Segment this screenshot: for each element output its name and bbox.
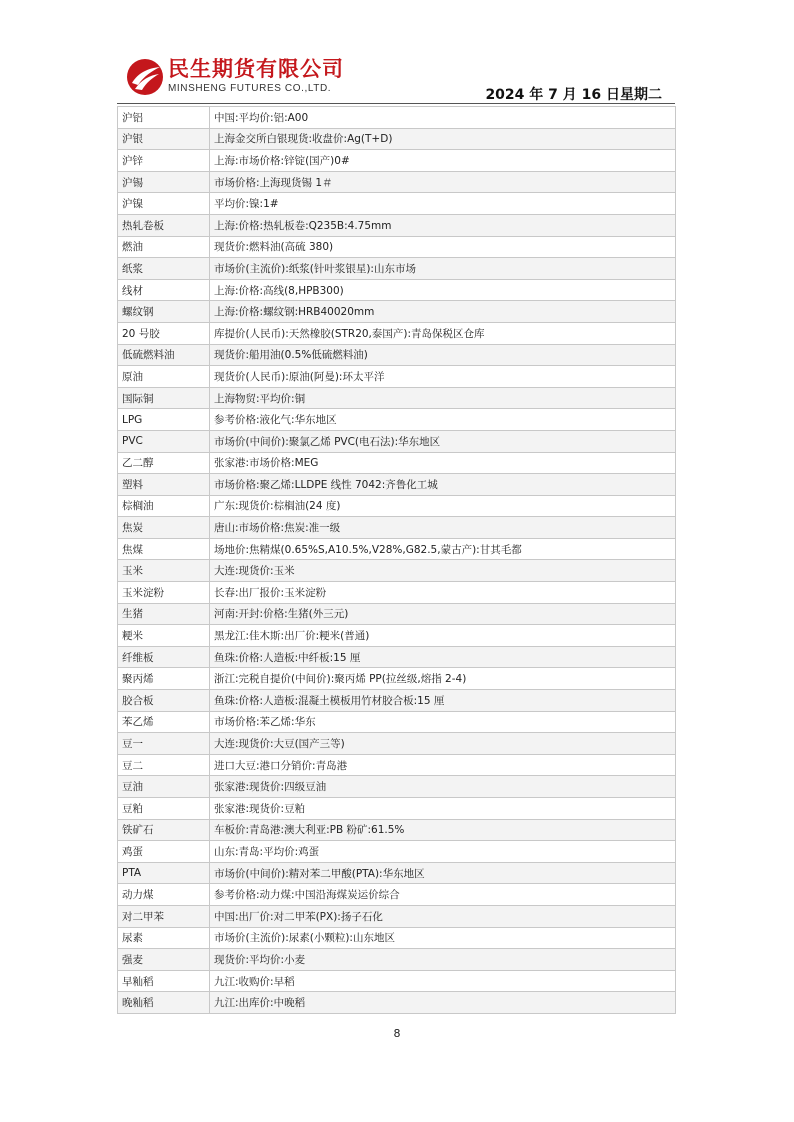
price-source-cell: 市场价(中间价):精对苯二甲酸(PTA):华东地区 (210, 862, 676, 884)
table-row (118, 107, 676, 129)
commodity-name-cell: 塑料 (118, 474, 210, 496)
table-row (118, 279, 676, 301)
minsheng-swoosh-logo-icon (126, 58, 164, 96)
table-row (118, 927, 676, 949)
commodity-name-cell: 豆粕 (118, 798, 210, 820)
table-row (118, 301, 676, 323)
table-row (118, 495, 676, 517)
commodity-name-cell: 纤维板 (118, 646, 210, 668)
table-row (118, 754, 676, 776)
price-source-cell: 九江:出库价:中晚稻 (210, 992, 676, 1014)
commodity-name-cell: 沪锡 (118, 171, 210, 193)
price-source-cell: 市场价(中间价):聚氯乙烯 PVC(电石法):华东地区 (210, 430, 676, 452)
table-row (118, 711, 676, 733)
report-date: 2024 年 7 月 16 日星期二 (485, 87, 662, 103)
table-row (118, 776, 676, 798)
page-number: 8 (393, 1027, 401, 1040)
price-source-cell: 鱼珠:价格:人造板:中纤板:15 厘 (210, 646, 676, 668)
commodity-name-cell: 晚籼稻 (118, 992, 210, 1014)
price-source-cell: 平均价:镍:1# (210, 193, 676, 215)
commodity-name-cell: 豆油 (118, 776, 210, 798)
commodity-name-cell: 20 号胶 (118, 322, 210, 344)
commodity-name-cell: 线材 (118, 279, 210, 301)
price-source-cell: 市场价格:上海现货锡 1＃ (210, 171, 676, 193)
table-row (118, 538, 676, 560)
price-source-cell: 鱼珠:价格:人造板:混凝土模板用竹材胶合板:15 厘 (210, 690, 676, 712)
table-row (118, 560, 676, 582)
price-source-cell: 市场价格:苯乙烯:华东 (210, 711, 676, 733)
table-row (118, 798, 676, 820)
table-row (118, 884, 676, 906)
commodity-name-cell: 强麦 (118, 949, 210, 971)
price-source-cell: 唐山:市场价格:焦炭:准一级 (210, 517, 676, 539)
table-row (118, 214, 676, 236)
price-source-cell: 现货价(人民币):原油(阿曼):环太平洋 (210, 366, 676, 388)
table-row (118, 258, 676, 280)
price-source-cell: 场地价:焦精煤(0.65%S,A10.5%,V28%,G82.5,蒙古产):甘其毛都 (210, 538, 676, 560)
commodity-name-cell: 早籼稻 (118, 970, 210, 992)
price-source-cell: 大连:现货价:大豆(国产三等) (210, 733, 676, 755)
commodity-name-cell: 燃油 (118, 236, 210, 258)
table-row (118, 668, 676, 690)
table-row (118, 819, 676, 841)
price-source-cell: 长春:出厂报价:玉米淀粉 (210, 582, 676, 604)
table-row (118, 992, 676, 1014)
commodity-name-cell: 玉米 (118, 560, 210, 582)
price-source-cell: 进口大豆:港口分销价:青岛港 (210, 754, 676, 776)
commodity-name-cell: 原油 (118, 366, 210, 388)
price-source-cell: 参考价格:液化气:华东地区 (210, 409, 676, 431)
price-source-table-body (118, 107, 676, 1014)
price-source-cell: 中国:平均价:铝:A00 (210, 107, 676, 129)
price-source-cell: 广东:现货价:棕榈油(24 度) (210, 495, 676, 517)
table-row (118, 366, 676, 388)
commodity-name-cell: 苯乙烯 (118, 711, 210, 733)
table-row (118, 322, 676, 344)
price-source-cell: 张家港:现货价:四级豆油 (210, 776, 676, 798)
commodity-name-cell: 国际铜 (118, 387, 210, 409)
table-row (118, 733, 676, 755)
table-row (118, 474, 676, 496)
price-source-cell: 张家港:现货价:豆粕 (210, 798, 676, 820)
commodity-name-cell: 玉米淀粉 (118, 582, 210, 604)
price-source-cell: 九江:收购价:早稻 (210, 970, 676, 992)
table-row (118, 862, 676, 884)
price-source-cell: 中国:出厂价:对二甲苯(PX):扬子石化 (210, 905, 676, 927)
price-source-cell: 现货价:燃料油(高硫 380) (210, 236, 676, 258)
price-source-cell: 黑龙江:佳木斯:出厂价:粳米(普通) (210, 625, 676, 647)
table-row (118, 236, 676, 258)
commodity-name-cell: PVC (118, 430, 210, 452)
table-row (118, 452, 676, 474)
price-source-cell: 市场价(主流价):尿素(小颗粒):山东地区 (210, 927, 676, 949)
table-row (118, 171, 676, 193)
table-row (118, 582, 676, 604)
table-row (118, 517, 676, 539)
price-source-cell: 车板价:青岛港:澳大利亚:PB 粉矿:61.5% (210, 819, 676, 841)
table-row (118, 690, 676, 712)
table-row (118, 344, 676, 366)
company-logo (126, 56, 366, 100)
table-row (118, 150, 676, 172)
price-source-table (117, 106, 676, 1014)
price-source-cell: 山东:青岛:平均价:鸡蛋 (210, 841, 676, 863)
commodity-name-cell: 沪铝 (118, 107, 210, 129)
commodity-name-cell: 铁矿石 (118, 819, 210, 841)
price-source-cell: 上海:市场价格:锌锭(国产)0# (210, 150, 676, 172)
price-source-cell: 上海物贸:平均价:铜 (210, 387, 676, 409)
price-source-cell: 参考价格:动力煤:中国沿海煤炭运价综合 (210, 884, 676, 906)
commodity-name-cell: 鸡蛋 (118, 841, 210, 863)
table-row (118, 625, 676, 647)
commodity-name-cell: 胶合板 (118, 690, 210, 712)
commodity-name-cell: 尿素 (118, 927, 210, 949)
price-source-cell: 现货价:平均价:小麦 (210, 949, 676, 971)
commodity-name-cell: 生猪 (118, 603, 210, 625)
price-source-cell: 市场价格:聚乙烯:LLDPE 线性 7042:齐鲁化工城 (210, 474, 676, 496)
price-source-cell: 浙江:完税自提价(中间价):聚丙烯 PP(拉丝级,熔指 2-4) (210, 668, 676, 690)
price-source-cell: 库提价(人民币):天然橡胶(STR20,泰国产):青岛保税区仓库 (210, 322, 676, 344)
commodity-name-cell: 低硫燃料油 (118, 344, 210, 366)
table-row (118, 841, 676, 863)
commodity-name-cell: 聚丙烯 (118, 668, 210, 690)
commodity-name-cell: PTA (118, 862, 210, 884)
commodity-name-cell: 螺纹钢 (118, 301, 210, 323)
commodity-name-cell: 对二甲苯 (118, 905, 210, 927)
price-source-cell: 大连:现货价:玉米 (210, 560, 676, 582)
table-row (118, 387, 676, 409)
logo-company-name-cn: 民生期货有限公司 (168, 57, 344, 81)
table-row (118, 409, 676, 431)
logo-company-name-en: MINSHENG FUTURES CO.,LTD. (168, 83, 332, 94)
header-rule (117, 103, 675, 104)
price-source-cell: 上海:价格:热轧板卷:Q235B:4.75mm (210, 214, 676, 236)
table-row (118, 949, 676, 971)
price-source-cell: 上海:价格:螺纹钢:HRB40020mm (210, 301, 676, 323)
price-source-cell: 现货价:船用油(0.5%低硫燃料油) (210, 344, 676, 366)
price-source-cell: 市场价(主流价):纸浆(针叶浆银星):山东市场 (210, 258, 676, 280)
table-row (118, 603, 676, 625)
commodity-name-cell: 纸浆 (118, 258, 210, 280)
commodity-name-cell: 热轧卷板 (118, 214, 210, 236)
price-source-cell: 上海金交所白银现货:收盘价:Ag(T+D) (210, 128, 676, 150)
commodity-name-cell: 豆一 (118, 733, 210, 755)
table-row (118, 970, 676, 992)
commodity-name-cell: 沪镍 (118, 193, 210, 215)
commodity-name-cell: 动力煤 (118, 884, 210, 906)
commodity-name-cell: 沪锌 (118, 150, 210, 172)
table-row (118, 128, 676, 150)
commodity-name-cell: 焦煤 (118, 538, 210, 560)
table-row (118, 646, 676, 668)
commodity-name-cell: 粳米 (118, 625, 210, 647)
price-source-cell: 上海:价格:高线(8,HPB300) (210, 279, 676, 301)
price-source-cell: 张家港:市场价格:MEG (210, 452, 676, 474)
commodity-name-cell: 沪银 (118, 128, 210, 150)
commodity-name-cell: 豆二 (118, 754, 210, 776)
commodity-name-cell: LPG (118, 409, 210, 431)
table-row (118, 905, 676, 927)
table-row (118, 193, 676, 215)
commodity-name-cell: 焦炭 (118, 517, 210, 539)
commodity-name-cell: 乙二醇 (118, 452, 210, 474)
table-row (118, 430, 676, 452)
commodity-name-cell: 棕榈油 (118, 495, 210, 517)
price-source-cell: 河南:开封:价格:生猪(外三元) (210, 603, 676, 625)
